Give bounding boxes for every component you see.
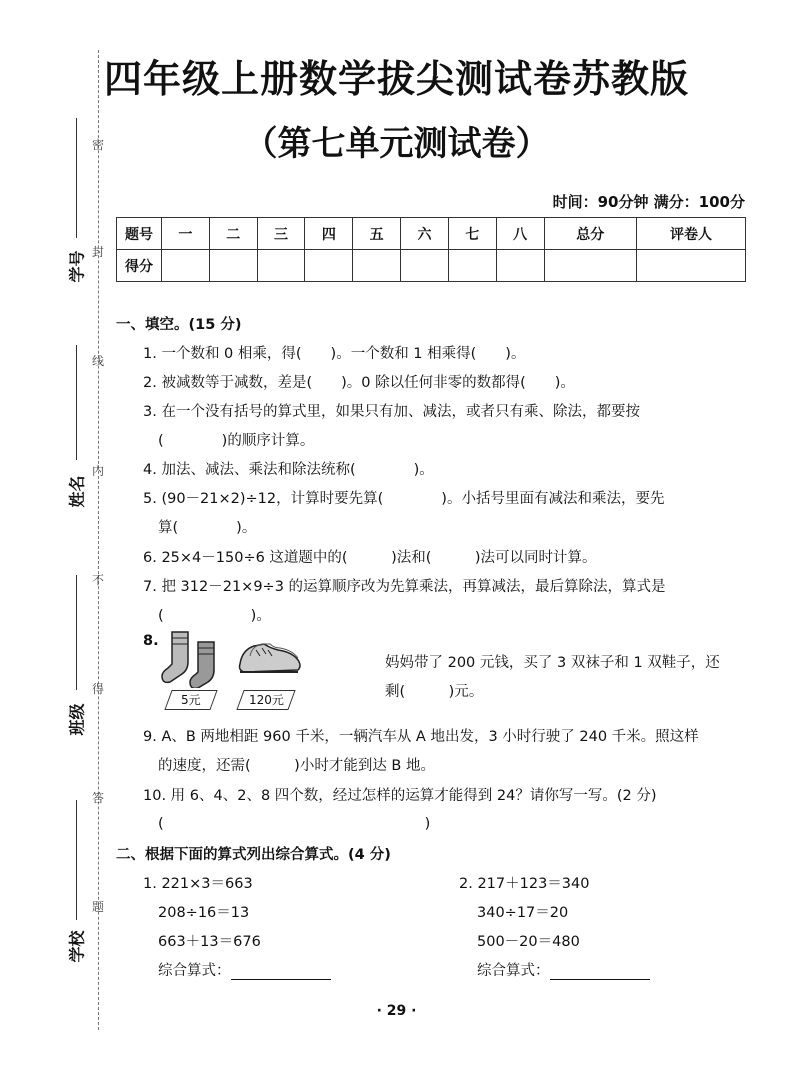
calc-1-line-2: 208÷16＝13 — [158, 905, 250, 921]
question-9-line-2: 的速度，还需( )小时才能到达 B 地。 — [158, 758, 435, 774]
question-8-number: 8. — [143, 633, 159, 649]
table-cell: 一 — [162, 218, 210, 250]
calc-2-line-1: 2. 217＋123＝340 — [459, 876, 590, 892]
table-cell: 题号 — [117, 218, 162, 250]
score-table — [116, 217, 746, 282]
calc-1-line-1: 1. 221×3＝663 — [143, 876, 253, 892]
score-cell[interactable] — [401, 250, 449, 282]
table-cell: 六 — [401, 218, 449, 250]
question-6: 6. 25×4－150÷6 这道题中的( )法和( )法可以同时计算。 — [143, 550, 597, 566]
answer-blank[interactable] — [231, 965, 331, 980]
binding-char: 得 — [92, 682, 105, 696]
calc-1-line-3: 663＋13＝676 — [158, 934, 261, 950]
question-8-line-2: 剩( )元。 — [385, 684, 484, 700]
question-2: 2. 被减数等于减数，差是( )。0 除以任何非零的数都得( )。 — [143, 375, 575, 391]
section-2-heading: 二、根据下面的算式列出综合算式。(4 分) — [116, 847, 391, 863]
score-cell[interactable] — [162, 250, 210, 282]
shoes-price-tag — [236, 690, 295, 710]
table-cell: 四 — [305, 218, 353, 250]
question-7-line-2: ( )。 — [158, 608, 271, 624]
table-cell: 总分 — [544, 218, 637, 250]
binding-char: 不 — [92, 573, 105, 587]
score-cell[interactable] — [637, 250, 746, 282]
table-cell: 得分 — [117, 250, 162, 282]
table-cell: 三 — [257, 218, 305, 250]
binding-char: 题 — [92, 900, 105, 914]
question-10-line-2: ( ) — [158, 816, 431, 832]
table-cell: 五 — [353, 218, 401, 250]
table-cell: 八 — [496, 218, 544, 250]
table-cell: 评卷人 — [637, 218, 746, 250]
binding-char: 密 — [92, 138, 105, 152]
binding-char: 答 — [92, 791, 105, 805]
calc-1-answer — [158, 959, 331, 980]
combined-formula-label: 综合算式： — [477, 963, 550, 979]
binding-char: 线 — [92, 354, 105, 368]
page-subtitle: （第七单元测试卷） — [243, 124, 550, 164]
school-label: 学校 — [67, 930, 87, 963]
score-cell[interactable] — [448, 250, 496, 282]
calc-2-answer — [477, 959, 650, 980]
page-title: 四年级上册数学拔尖测试卷苏教版 — [103, 57, 689, 101]
school-rule — [76, 800, 77, 920]
socks-icon — [160, 630, 230, 688]
question-1: 1. 一个数和 0 相乘，得( )。一个数和 1 相乘得( )。 — [143, 346, 526, 362]
binding-dashed-line — [98, 50, 99, 1030]
question-3-line-1: 3. 在一个没有括号的算式里，如果只有加、减法，或者只有乘、除法，都要按 — [143, 404, 640, 420]
binding-char: 内 — [92, 464, 105, 478]
class-label: 班级 — [67, 703, 87, 736]
student-id-rule — [76, 118, 77, 238]
shoes-price: 120元 — [248, 693, 284, 707]
question-5-line-1: 5. (90－21×2)÷12，计算时要先算( )。小括号里面有减法和乘法，要先 — [143, 491, 665, 507]
question-8-line-1: 妈妈带了 200 元钱，买了 3 双袜子和 1 双鞋子，还 — [385, 655, 720, 671]
score-cell[interactable] — [209, 250, 257, 282]
class-rule — [76, 575, 77, 690]
student-id-label: 学号 — [67, 250, 87, 283]
socks-price: 5元 — [181, 693, 201, 707]
question-7-line-1: 7. 把 312－21×9÷3 的运算顺序改为先算乘法，再算减法，最后算除法，算式是 — [143, 579, 666, 595]
section-1-heading: 一、填空。(15 分) — [116, 317, 242, 333]
calc-2-line-2: 340÷17＝20 — [477, 905, 569, 921]
score-cell[interactable] — [544, 250, 637, 282]
exam-info: 时间：90分钟 满分：100分 — [552, 193, 745, 211]
score-cell[interactable] — [305, 250, 353, 282]
score-cell[interactable] — [496, 250, 544, 282]
name-label: 姓名 — [67, 475, 87, 508]
question-10-line-1: 10. 用 6、4、2、8 四个数，经过怎样的运算才能得到 24？请你写一写。(2 分) — [143, 788, 657, 804]
socks-price-tag — [164, 690, 217, 710]
answer-blank[interactable] — [550, 965, 650, 980]
score-table-score-row — [117, 250, 746, 282]
question-5-line-2: 算( )。 — [158, 520, 257, 536]
score-cell[interactable] — [353, 250, 401, 282]
page-number: · 29 · — [376, 1003, 417, 1019]
calc-2-line-3: 500－20＝480 — [477, 934, 580, 950]
score-cell[interactable] — [257, 250, 305, 282]
question-3-line-2: ( )的顺序计算。 — [158, 433, 315, 449]
shoes-icon — [236, 636, 304, 682]
combined-formula-label: 综合算式： — [158, 963, 231, 979]
table-cell: 二 — [209, 218, 257, 250]
binding-char: 封 — [92, 245, 105, 259]
question-9-line-1: 9. A、B 两地相距 960 千米，一辆汽车从 A 地出发，3 小时行驶了 240 千米。照这样 — [143, 729, 699, 745]
question-4: 4. 加法、减法、乘法和除法统称( )。 — [143, 462, 434, 478]
name-rule — [76, 345, 77, 460]
score-table-header-row — [117, 218, 746, 250]
table-cell: 七 — [448, 218, 496, 250]
